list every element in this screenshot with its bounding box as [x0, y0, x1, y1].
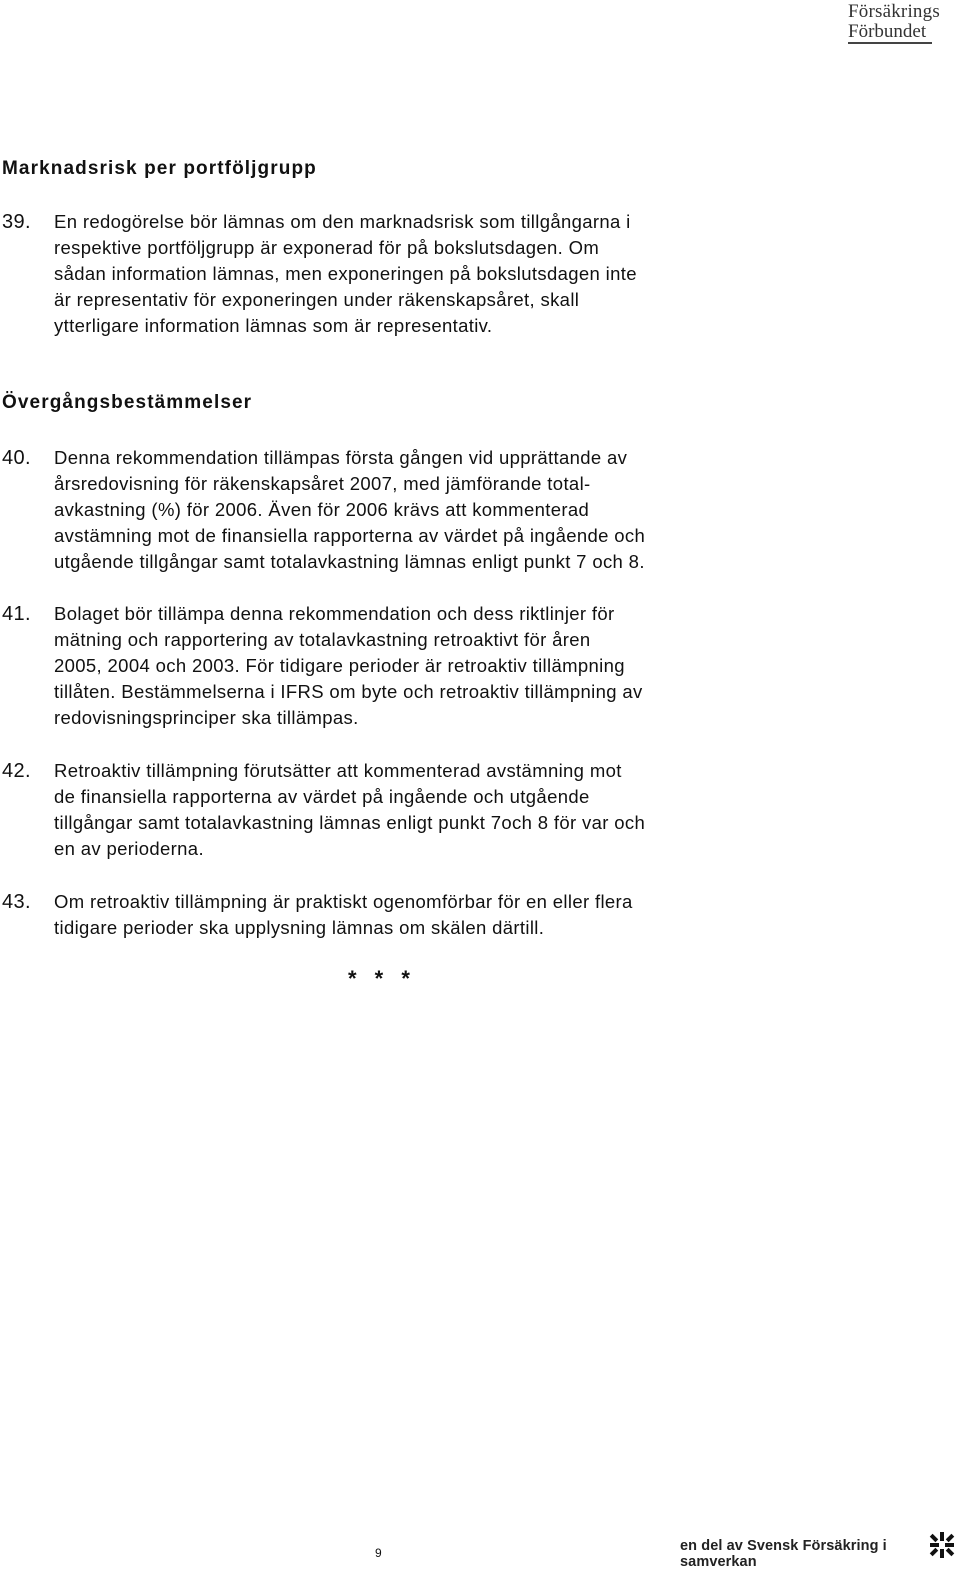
paragraph-line: Om retroaktiv tillämpning är praktiskt ogenomförbar för en eller flera [54, 891, 633, 912]
paragraph-line: de finansiella rapporterna av värdet på ingående och utgående [54, 786, 590, 807]
paragraph-line: utgående tillgångar samt totalavkastning lämnas enligt punkt 7 och 8. [54, 551, 645, 572]
page-number: 9 [375, 1546, 382, 1560]
section-heading-market-risk: Marknadsrisk per portföljgrupp [2, 158, 317, 179]
paragraph-line: 2005, 2004 och 2003. För tidigare perioder är retroaktiv tillämpning [54, 655, 625, 676]
paragraph-text [54, 445, 774, 575]
paragraph-41 [2, 601, 902, 731]
paragraph-number: 42. [2, 760, 31, 782]
end-mark: * * * [348, 966, 416, 991]
paragraph-line: sådan information lämnas, men exponeringen på bokslutsdagen inte [54, 263, 637, 284]
paragraph-line: respektive portföljgrupp är exponerad för på bokslutsdagen. Om [54, 237, 600, 258]
logo-line-1: Försäkrings [848, 1, 940, 22]
paragraph-43 [2, 889, 902, 941]
section-heading-transition: Övergångsbestämmelser [2, 392, 253, 413]
paragraph-line: Retroaktiv tillämpning förutsätter att kommenterad avstämning mot [54, 760, 622, 781]
paragraph-line: tillåten. Bestämmelserna i IFRS om byte och retroaktiv tillämpning av [54, 681, 643, 702]
paragraph-number: 40. [2, 447, 31, 469]
paragraph-line: årsredovisning för räkenskapsåret 2007, med jämförande total- [54, 473, 591, 494]
paragraph-line: Denna rekommendation tillämpas första gången vid upprättande av [54, 447, 628, 468]
footer-tagline: en del av Svensk Försäkring i samverkan [680, 1538, 887, 1570]
paragraph-40 [2, 445, 902, 575]
paragraph-text [54, 601, 774, 731]
paragraph-text [54, 209, 774, 339]
logo-line-2: Förbundet [848, 22, 932, 44]
forsakringsforbundet-logo [848, 2, 958, 44]
paragraph-number: 41. [2, 603, 31, 625]
paragraph-line: tillgångar samt totalavkastning lämnas enligt punkt 7och 8 för var och [54, 812, 646, 833]
paragraph-line: En redogörelse bör lämnas om den marknadsrisk som tillgångarna i [54, 211, 631, 232]
paragraph-line: mätning och rapportering av totalavkastning retroaktivt för åren [54, 629, 591, 650]
paragraph-text [54, 889, 774, 941]
paragraph-line: ytterligare information lämnas som är representativ. [54, 315, 493, 336]
paragraph-line: avstämning mot de finansiella rapporterna av värdet på ingående och [54, 525, 646, 546]
paragraph-39 [2, 209, 902, 339]
paragraph-text [54, 758, 774, 862]
paragraph-line: avkastning (%) för 2006. Även för 2006 krävs att kommenterad [54, 499, 590, 520]
paragraph-line: är representativ för exponeringen under räkenskapsåret, skall [54, 289, 580, 310]
paragraph-line: redovisningsprinciper ska tillämpas. [54, 707, 359, 728]
paragraph-number: 39. [2, 211, 31, 233]
paragraph-number: 43. [2, 891, 31, 913]
paragraph-42 [2, 758, 902, 862]
paragraph-line: tidigare perioder ska upplysning lämnas om skälen därtill. [54, 917, 545, 938]
asterisk-logo-icon [928, 1530, 956, 1560]
paragraph-line: Bolaget bör tillämpa denna rekommendation och dess riktlinjer för [54, 603, 615, 624]
paragraph-line: en av perioderna. [54, 838, 204, 859]
